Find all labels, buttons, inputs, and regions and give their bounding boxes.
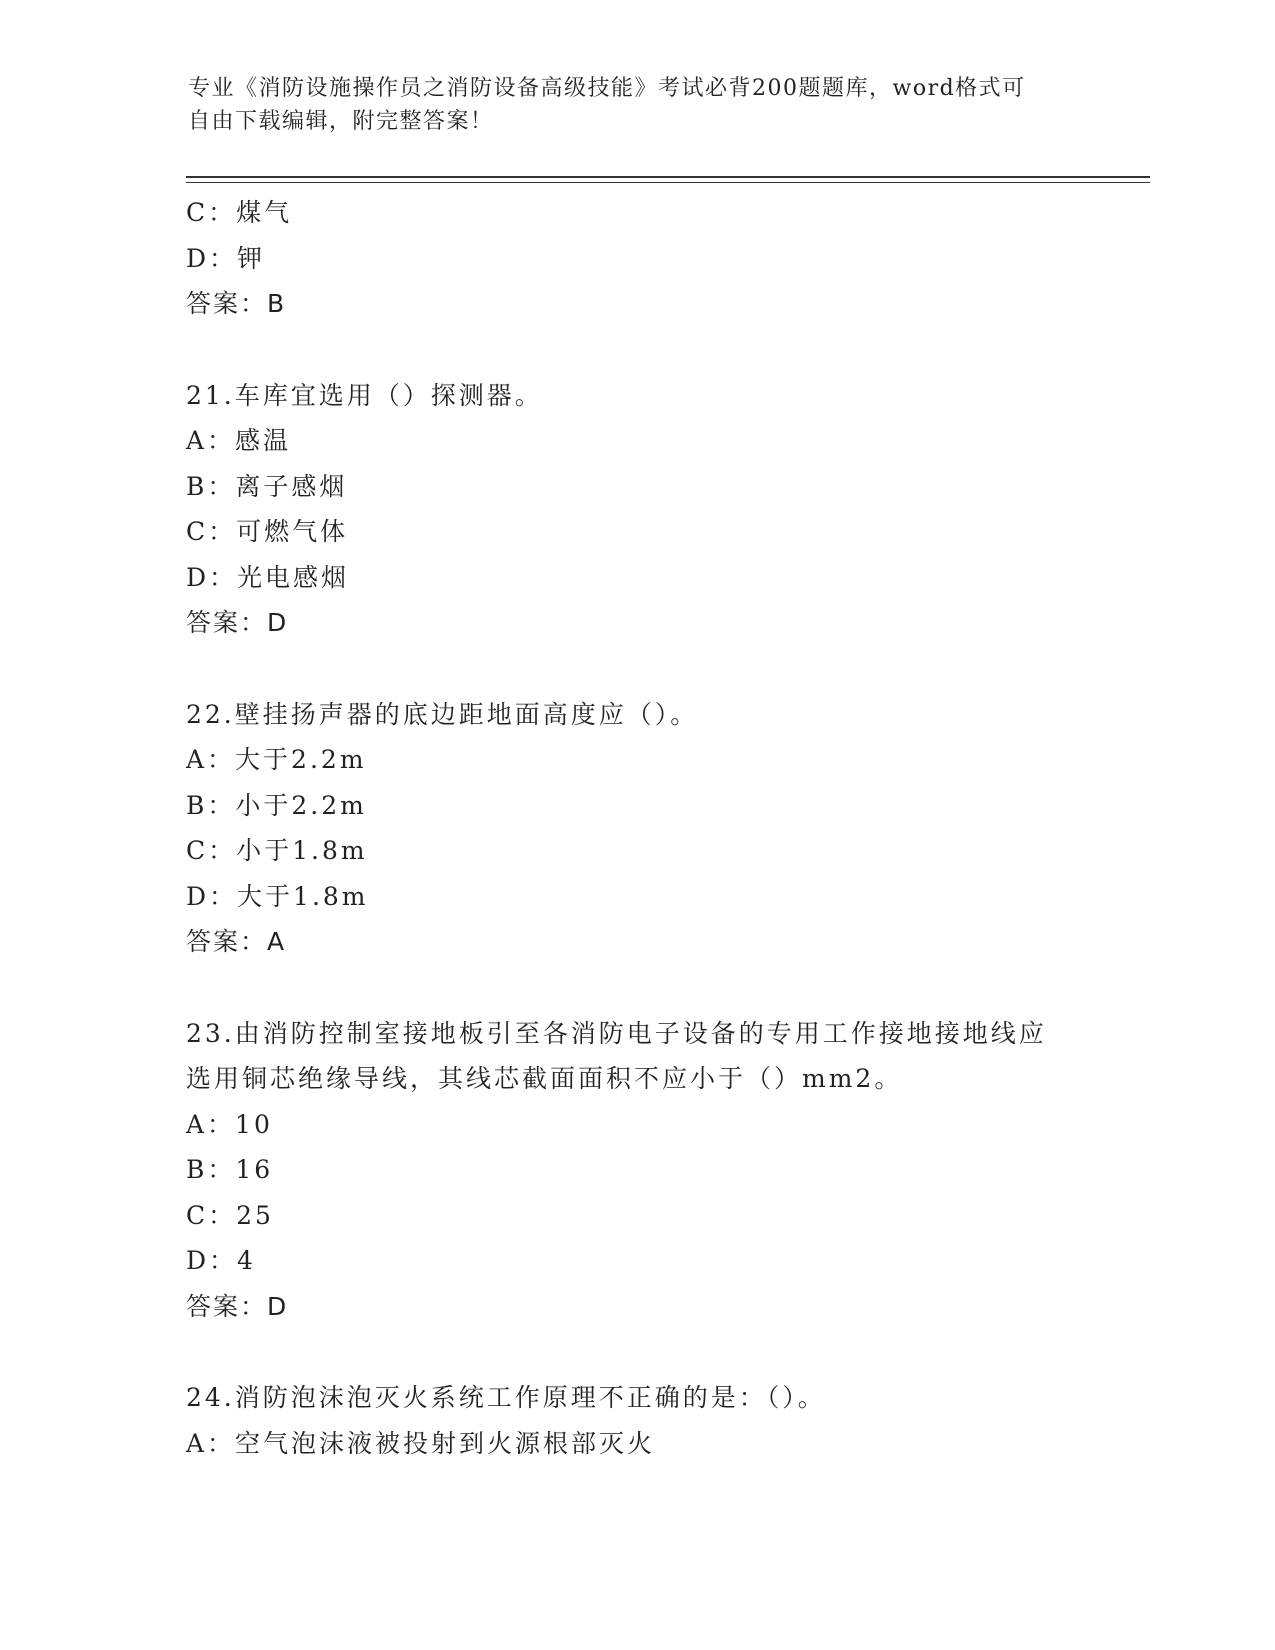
- question-list: [186, 190, 1086, 1466]
- spacer: [186, 646, 1086, 692]
- answer-line: 答案：B: [186, 289, 287, 318]
- question-stem-line-2: 选用铜芯绝缘导线，其线芯截面面积不应小于（）mm2。: [186, 1064, 903, 1093]
- option-a: A：10: [186, 1109, 273, 1139]
- header-line-2: 自由下载编辑，附完整答案！: [188, 109, 494, 134]
- spacer: [186, 327, 1086, 373]
- answer-line: 答案：D: [186, 1291, 289, 1321]
- question-stem: 22.壁挂扬声器的底边距地面高度应（）。: [186, 699, 699, 729]
- option-a: A：大于2.2m: [186, 745, 367, 774]
- option-a: A：感温: [186, 426, 292, 455]
- question-stem: 21.车库宜选用（）探测器。: [186, 380, 543, 410]
- answer-line: 答案：A: [186, 927, 287, 956]
- option-c: C：可燃气体: [186, 517, 349, 546]
- option-d: D：4: [186, 1246, 256, 1275]
- answer-line: 答案：D: [186, 608, 289, 637]
- option-b: B：离子感烟: [186, 471, 348, 501]
- header-line-1: 专业《消防设施操作员之消防设备高级技能》考试必背200题题库，word格式可: [188, 76, 1026, 101]
- option-d: D：钾: [186, 243, 266, 273]
- spacer: [186, 965, 1086, 1011]
- option-d: D：大于1.8m: [186, 881, 369, 911]
- spacer: [186, 1329, 1086, 1375]
- document-header: [188, 72, 1068, 138]
- option-b: B：16: [186, 1155, 274, 1184]
- option-a: A：空气泡沫液被投射到火源根部灭火: [186, 1428, 656, 1458]
- option-b: B：小于2.2m: [186, 790, 367, 820]
- question-stem-line-1: 23.由消防控制室接地板引至各消防电子设备的专用工作接地接地线应: [186, 1018, 1047, 1048]
- option-d: D：光电感烟: [186, 562, 350, 592]
- option-c: C：煤气: [186, 198, 293, 227]
- option-c: C：25: [186, 1200, 274, 1230]
- question-stem: 24.消防泡沫泡灭火系统工作原理不正确的是：（）。: [186, 1383, 826, 1412]
- option-c: C：小于1.8m: [186, 836, 368, 865]
- header-divider: [186, 176, 1150, 183]
